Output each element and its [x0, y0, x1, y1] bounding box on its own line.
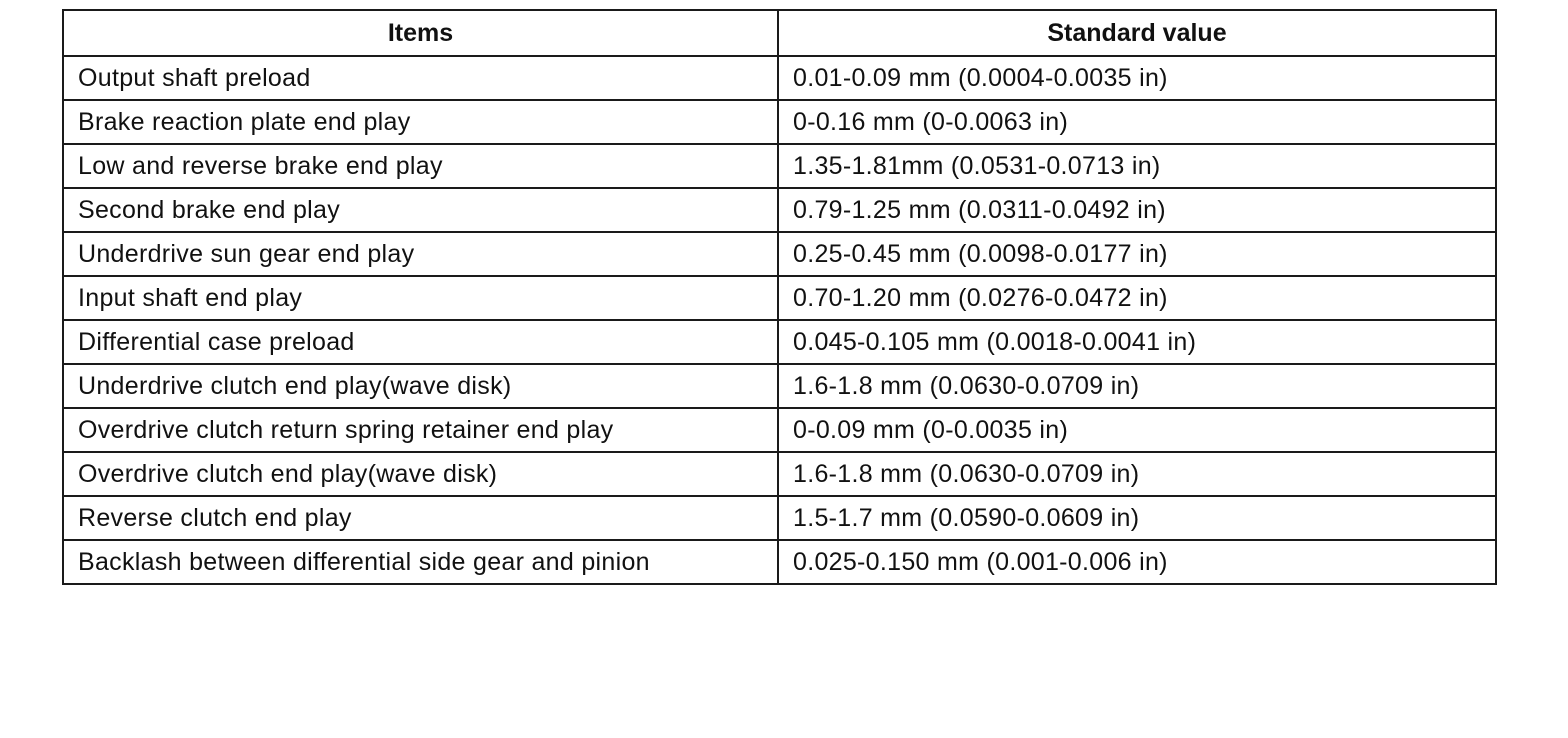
- table-row: [63, 188, 1496, 232]
- item-cell: Underdrive clutch end play(wave disk): [63, 364, 778, 408]
- column-header-standard-value: Standard value: [778, 10, 1496, 56]
- item-cell: Reverse clutch end play: [63, 496, 778, 540]
- item-cell: Output shaft preload: [63, 56, 778, 100]
- table-row: [63, 320, 1496, 364]
- table-body: [63, 56, 1496, 584]
- standard-value-cell: 0-0.16 mm (0-0.0063 in): [778, 100, 1496, 144]
- standard-value-table: [62, 9, 1497, 585]
- item-cell: Brake reaction plate end play: [63, 100, 778, 144]
- standard-value-cell: 1.35-1.81mm (0.0531-0.0713 in): [778, 144, 1496, 188]
- table-row: [63, 56, 1496, 100]
- item-cell: Differential case preload: [63, 320, 778, 364]
- table-row: [63, 144, 1496, 188]
- item-cell: Second brake end play: [63, 188, 778, 232]
- header-row: [63, 10, 1496, 56]
- table-row: [63, 408, 1496, 452]
- table-header: [63, 10, 1496, 56]
- table-row: [63, 452, 1496, 496]
- item-cell: Low and reverse brake end play: [63, 144, 778, 188]
- standard-value-cell: 1.6-1.8 mm (0.0630-0.0709 in): [778, 364, 1496, 408]
- standard-value-cell: 0.025-0.150 mm (0.001-0.006 in): [778, 540, 1496, 584]
- standard-value-cell: 0.045-0.105 mm (0.0018-0.0041 in): [778, 320, 1496, 364]
- standard-value-cell: 0.01-0.09 mm (0.0004-0.0035 in): [778, 56, 1496, 100]
- item-cell: Backlash between differential side gear and pinion: [63, 540, 778, 584]
- standard-value-cell: 0.25-0.45 mm (0.0098-0.0177 in): [778, 232, 1496, 276]
- standard-value-cell: 0-0.09 mm (0-0.0035 in): [778, 408, 1496, 452]
- table-row: [63, 496, 1496, 540]
- table-row: [63, 364, 1496, 408]
- table-row: [63, 540, 1496, 584]
- standard-value-cell: 0.79-1.25 mm (0.0311-0.0492 in): [778, 188, 1496, 232]
- column-header-items: Items: [63, 10, 778, 56]
- item-cell: Overdrive clutch return spring retainer end play: [63, 408, 778, 452]
- standard-value-cell: 0.70-1.20 mm (0.0276-0.0472 in): [778, 276, 1496, 320]
- item-cell: Underdrive sun gear end play: [63, 232, 778, 276]
- item-cell: Overdrive clutch end play(wave disk): [63, 452, 778, 496]
- item-cell: Input shaft end play: [63, 276, 778, 320]
- table-row: [63, 232, 1496, 276]
- table-row: [63, 100, 1496, 144]
- standard-value-cell: 1.6-1.8 mm (0.0630-0.0709 in): [778, 452, 1496, 496]
- standard-value-cell: 1.5-1.7 mm (0.0590-0.0609 in): [778, 496, 1496, 540]
- table-row: [63, 276, 1496, 320]
